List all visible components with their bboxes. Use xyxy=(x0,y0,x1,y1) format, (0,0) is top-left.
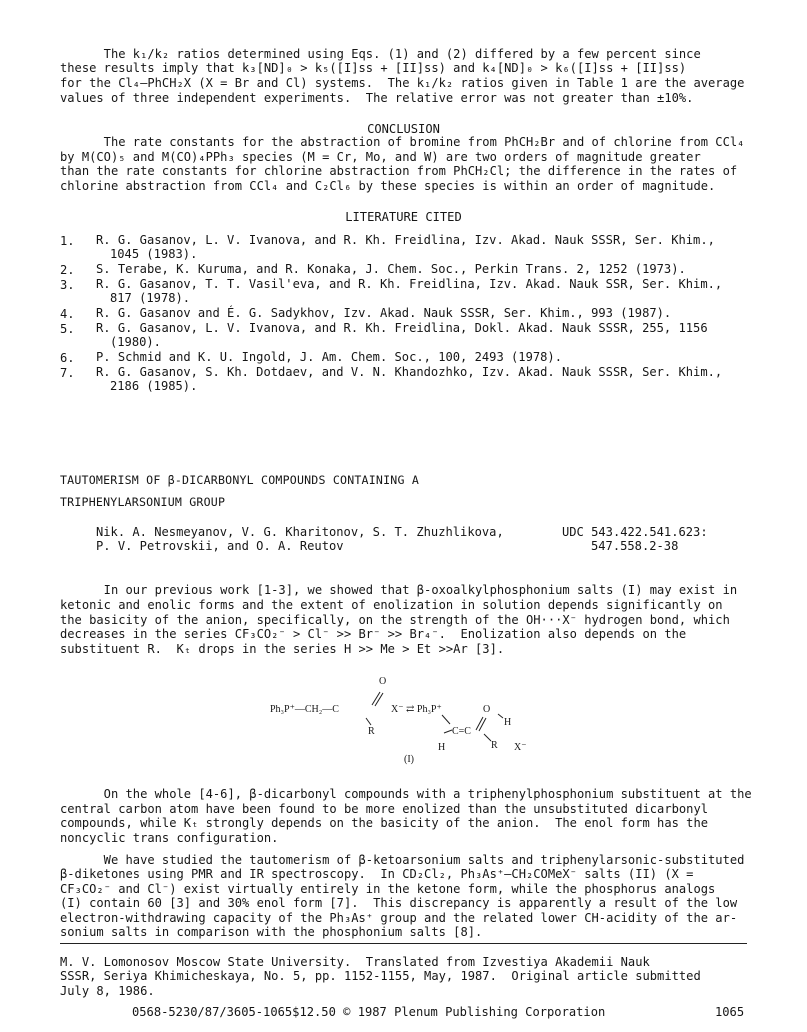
ref-number: 2. xyxy=(60,263,75,277)
ref-number: 6. xyxy=(60,351,75,365)
scheme-bonds xyxy=(270,668,530,766)
footnote-rule xyxy=(60,943,747,944)
para3-line-3: CF₃CO₂⁻ and Cl⁻) exist virtually entirely in the ketone form, while the phosphorus analogs xyxy=(60,882,716,896)
footnote-line-1: M. V. Lomonosov Moscow State University. Translated from Izvestiya Akademii Nauk xyxy=(60,955,650,969)
ref-line: P. Schmid and K. U. Ingold, J. Am. Chem. Soc., 100, 2493 (1978). xyxy=(96,350,562,364)
intro-line-4: values of three independent experiments. The relative error was not greater than ±10%. xyxy=(60,91,694,105)
authors-line-2: P. V. Petrovskii, and O. A. Reutov xyxy=(96,539,344,553)
para3-line-5: electron-withdrawing capacity of the Ph₃As⁺ group and the related lower CH-acidity of the ar- xyxy=(60,911,738,925)
conclusion-line-1: The rate constants for the abstraction of bromine from PhCH₂Br and of chlorine from CCl₄ xyxy=(60,135,745,149)
para3-line-6: sonium salts in comparison with the phosphonium salts [8]. xyxy=(60,925,483,939)
intro-line-3: for the Cl₄–PhCH₂X (X = Br and Cl) systems. The k₁/k₂ ratios given in Table 1 are the average xyxy=(60,76,745,90)
ref-line: 2186 (1985). xyxy=(110,379,198,393)
ref-line: (1980). xyxy=(110,335,161,349)
conclusion-heading: CONCLUSION xyxy=(367,122,440,136)
ref-line: 817 (1978). xyxy=(110,291,191,305)
ref-number: 1. xyxy=(60,234,75,248)
para1-line-1: In our previous work [1-3], we showed that β-oxoalkylphosphonium salts (I) may exist in xyxy=(60,583,738,597)
scheme-oxygen-2: O xyxy=(483,704,491,715)
page-number: 1065 xyxy=(715,1005,745,1019)
ref-line: R. G. Gasanov, T. T. Vasil'eva, and R. Kh. Freidlina, Izv. Akad. Nauk SSR, Ser. Khim., xyxy=(96,277,723,291)
ref-number: 7. xyxy=(60,366,75,380)
ref-number: 4. xyxy=(60,307,75,321)
intro-line-1: The k₁/k₂ ratios determined using Eqs. (1) and (2) differed by a few percent since xyxy=(60,47,701,61)
scheme-hydrogen-top: H xyxy=(504,717,512,728)
udc-line-1: UDC 543.422.541.623: xyxy=(562,525,708,539)
para2-line-2: central carbon atom have been found to be more enolized than the unsubstituted dicarbonyl xyxy=(60,802,709,816)
ref-line: R. G. Gasanov, S. Kh. Dotdaev, and V. N. Khandozhko, Izv. Akad. Nauk SSSR, Ser. Khim., xyxy=(96,365,723,379)
footnote-line-3: July 8, 1986. xyxy=(60,984,155,998)
reaction-scheme xyxy=(270,668,530,766)
para2-line-3: compounds, while Kₜ strongly depends on the basicity of the anion. The enol form has the xyxy=(60,816,709,830)
para3-line-2: β-diketones using PMR and IR spectroscopy. In CD₂Cl₂, Ph₃As⁺—CH₂COMeX⁻ salts (II) (X = xyxy=(60,867,694,881)
scheme-r-2: R xyxy=(491,740,498,751)
ref-line: R. G. Gasanov, L. V. Ivanova, and R. Kh. Freidlina, Izv. Akad. Nauk SSSR, Ser. Khim., xyxy=(96,233,715,247)
ref-line: 1045 (1983). xyxy=(110,247,198,261)
literature-heading: LITERATURE CITED xyxy=(345,210,462,224)
scheme-r-1: R xyxy=(368,726,375,737)
authors-line-1: Nik. A. Nesmeyanov, V. G. Kharitonov, S. T. Zhuzhlikova, xyxy=(96,525,504,539)
udc-line-2: 547.558.2-38 xyxy=(591,539,679,553)
article-title-line-1: TAUTOMERISM OF β-DICARBONYL COMPOUNDS CONTAINING A xyxy=(60,473,420,487)
para3-line-4: (I) contain 60 [3] and 30% enol form [7]. This discrepancy is apparently a result of the low xyxy=(60,896,738,910)
conclusion-line-3: than the rate constants for chlorine abstraction from PhCH₂Cl; the difference in the rates of xyxy=(60,164,738,178)
para2-line-1: On the whole [4-6], β-dicarbonyl compounds with a triphenylphosphonium substituent at the xyxy=(60,787,752,801)
conclusion-line-4: chlorine abstraction from CCl₄ and C₂Cl₆ by these species is within an order of magnitude. xyxy=(60,179,716,193)
scheme-left-formula: Ph₃P⁺—CH₂—C xyxy=(270,704,339,715)
intro-line-2: these results imply that k₃[ND]₀ > k₅([I]ss + [II]ss) and k₄[ND]₀ > k₆([I]ss + [II]ss) xyxy=(60,61,687,75)
para2-line-4: noncyclic trans configuration. xyxy=(60,831,279,845)
scheme-oxygen-1: O xyxy=(379,676,387,687)
ref-number: 5. xyxy=(60,322,75,336)
scheme-compound-label: (I) xyxy=(404,754,414,765)
para1-line-4: decreases in the series CF₃CO₂⁻ > Cl⁻ >> Br⁻ >> Br₄⁻. Enolization also depends on the xyxy=(60,627,687,641)
scheme-cc-double-bond: C=C xyxy=(452,726,471,737)
ref-line: R. G. Gasanov, L. V. Ivanova, and R. Kh. Freidlina, Dokl. Akad. Nauk SSSR, 255, 1156 xyxy=(96,321,708,335)
para1-line-3: the basicity of the anion, specifically, on the strength of the OH···X⁻ hydrogen bond, which xyxy=(60,613,730,627)
ref-line: S. Terabe, K. Kuruma, and R. Konaka, J. Chem. Soc., Perkin Trans. 2, 1252 (1973). xyxy=(96,262,686,276)
footer-code: 0568-5230/87/3605-1065$12.50 © 1987 Plenum Publishing Corporation xyxy=(132,1005,606,1019)
footnote-line-2: SSSR, Seriya Khimicheskaya, No. 5, pp. 1152-1155, May, 1987. Original article submitted xyxy=(60,969,701,983)
para1-line-2: ketonic and enolic forms and the extent of enolization in solution depends significantly on xyxy=(60,598,723,612)
ref-line: R. G. Gasanov and É. G. Sadykhov, Izv. Akad. Nauk SSSR, Ser. Khim., 993 (1987). xyxy=(96,306,672,320)
conclusion-line-2: by M(CO)₅ and M(CO)₄PPh₃ species (M = Cr, Mo, and W) are two orders of magnitude greater xyxy=(60,150,701,164)
article-title-line-2: TRIPHENYLARSONIUM GROUP xyxy=(60,495,226,509)
scheme-hydrogen-left: H xyxy=(438,742,446,753)
para1-line-5: substituent R. Kₜ drops in the series H >> Me > Et >>Ar [3]. xyxy=(60,642,505,656)
scheme-equilibrium: X⁻ ⇄ Ph₃P⁺ xyxy=(391,704,442,715)
scheme-anion: X⁻ xyxy=(514,742,527,753)
para3-line-1: We have studied the tautomerism of β-ketoarsonium salts and triphenylarsonic-substituted xyxy=(60,853,745,867)
ref-number: 3. xyxy=(60,278,75,292)
